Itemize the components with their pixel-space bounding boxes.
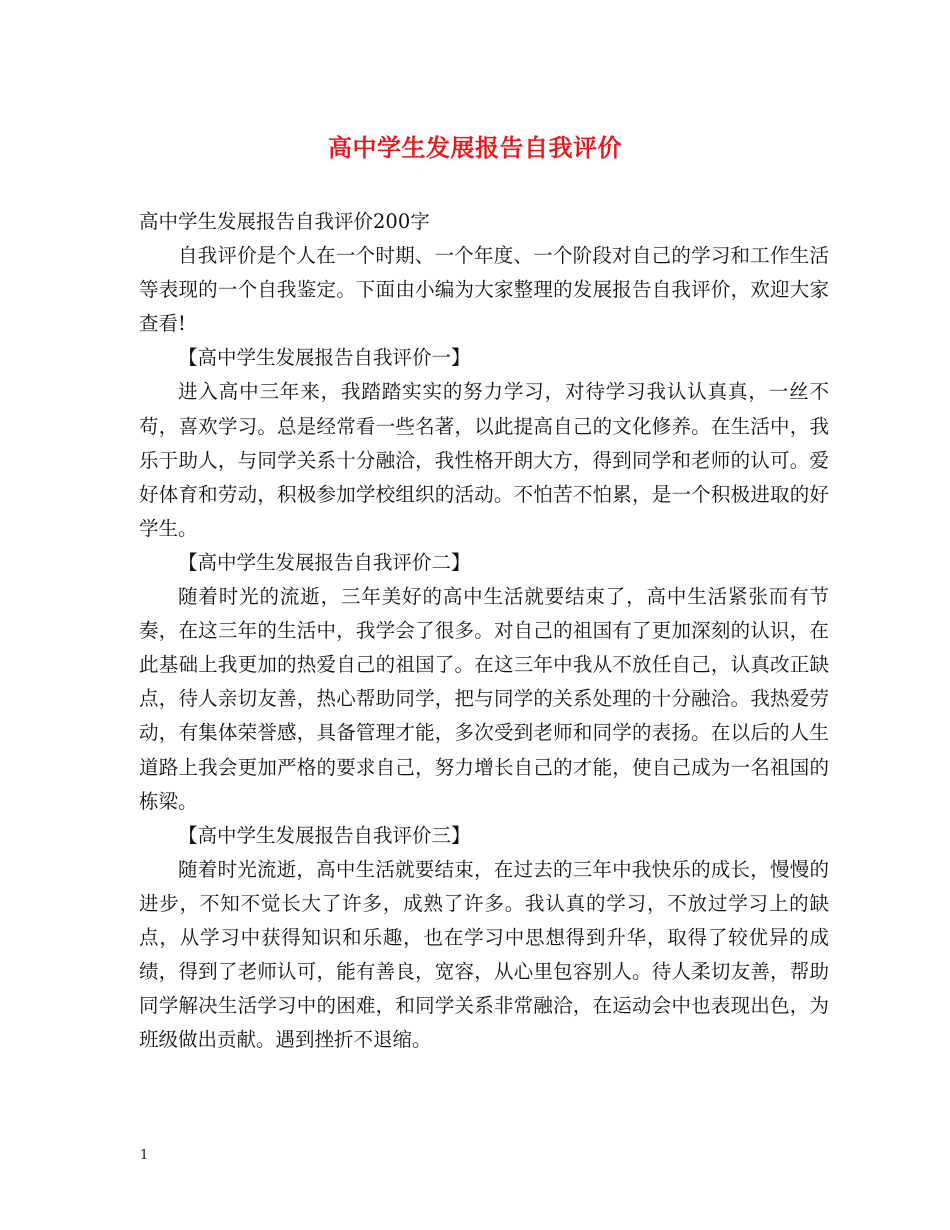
document-body xyxy=(139,205,829,1057)
section-heading-2: 【高中学生发展报告自我评价二】 xyxy=(178,550,471,574)
document-subtitle: 高中学生发展报告自我评价200字 xyxy=(139,210,430,233)
section-heading-3: 【高中学生发展报告自我评价三】 xyxy=(178,823,471,847)
section-paragraph-2: 随着时光的流逝，三年美好的高中生活就要结束了，高中生活紧张而有节奏，在这三年的生活中，我学会了很多。对自己的祖国有了更加深刻的认识，在此基础上我更加的热爱自己的祖国了。在这三年中我从不放任自己，认真改正缺点，待人亲切友善，热心帮助同学，把与同学的关系处理的十分融洽。我热爱劳动，有集体荣誉感，具备管理才能，多次受到老师和同学的表扬。在以后的人生道路上我会更加严格的要求自己，努力增长自己的才能，使自己成为一名祖国的栋梁。 xyxy=(139,585,829,813)
section-paragraph-3: 随着时光流逝，高中生活就要结束，在过去的三年中我快乐的成长，慢慢的进步，不知不觉长大了许多，成熟了许多。我认真的学习，不放过学习上的缺点，从学习中获得知识和乐趣，也在学习中思想得到升华，取得了较优异的成绩，得到了老师认可，能有善良，宽容，从心里包容别人。待人柔切友善，帮助同学解决生活学习中的困难，和同学关系非常融洽，在运动会中也表现出色，为班级做出贡献。遇到挫折不退缩。 xyxy=(139,857,829,1052)
page-number: 1 xyxy=(140,1148,149,1163)
section-paragraph-1: 进入高中三年来，我踏踏实实的努力学习，对待学习我认认真真，一丝不苟，喜欢学习。总是经常看一些名著，以此提高自己的文化修养。在生活中，我乐于助人，与同学关系十分融洽，我性格开朗大方，得到同学和老师的认可。爱好体育和劳动，积极参加学校组织的活动。不怕苦不怕累，是一个积极进取的好学生。 xyxy=(139,380,829,540)
section-heading-1: 【高中学生发展报告自我评价一】 xyxy=(178,346,471,370)
intro-paragraph: 自我评价是个人在一个时期、一个年度、一个阶段对自己的学习和工作生活等表现的一个自我鉴定。下面由小编为大家整理的发展报告自我评价，欢迎大家查看! xyxy=(139,244,829,336)
document-title: 高中学生发展报告自我评价 xyxy=(328,133,622,162)
